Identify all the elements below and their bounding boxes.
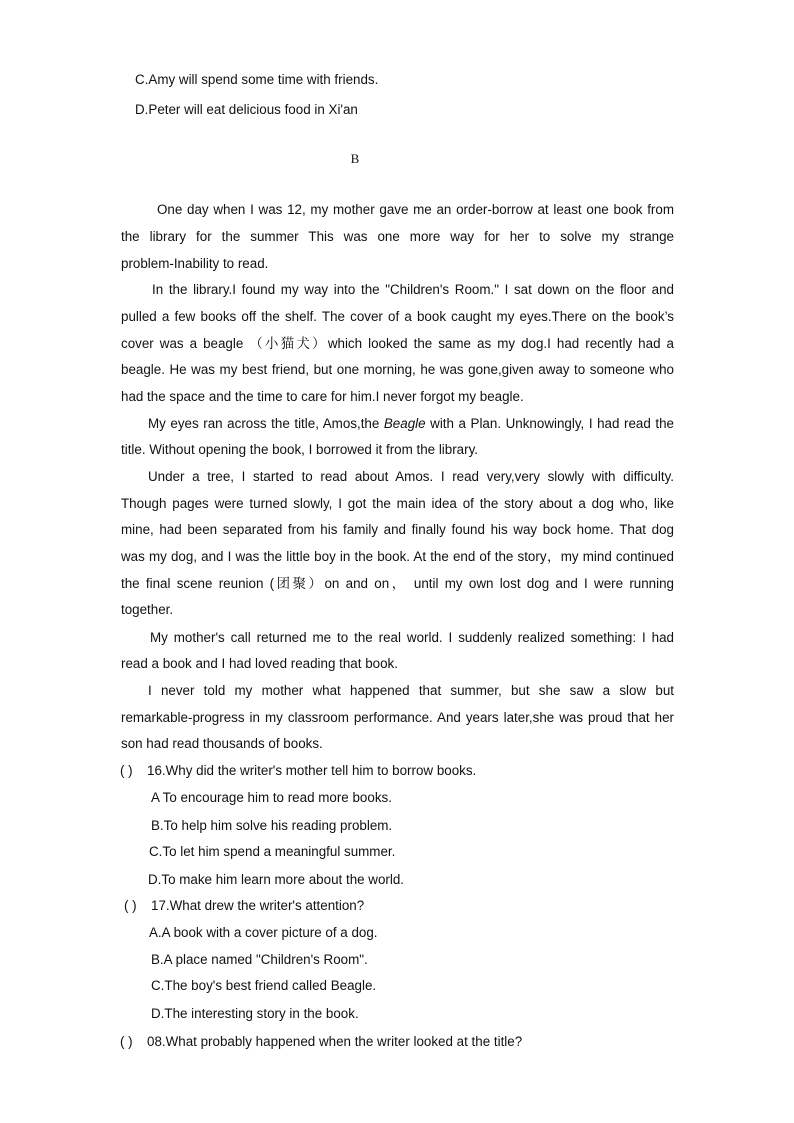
passage-line [148, 415, 674, 433]
passage-line: remarkable-progress in my classroom performance. And years later,she was proud that her [121, 710, 674, 725]
passage-line: title. Without opening the book, I borrowed it from the library. [121, 442, 479, 457]
passage-line: pulled a few books off the shelf. The cover of a book caught my eyes.There on the book’s [121, 309, 674, 324]
option-d: D.The interesting story in the book. [151, 1006, 359, 1021]
option-a: A To encourage him to read more books. [151, 790, 392, 805]
passage-line: My mother's call returned me to the real world. I suddenly realized something: I had [150, 630, 674, 645]
passage-line: read a book and I had loved reading that book. [121, 656, 398, 671]
passage-line: together. [121, 602, 174, 617]
passage-line: the final scene reunion (团聚）on and on， until my own lost dog and I were running [121, 576, 674, 591]
option-d-previous: D.Peter will eat delicious food in Xi'an [135, 102, 358, 117]
option-b: B.A place named "Children's Room". [151, 952, 368, 967]
passage-text: with a Plan. Unknowingly, I had read the [425, 416, 674, 431]
answer-blank[interactable]: ( ) [124, 898, 137, 913]
passage-line: the library for the summer This was one more way for her to solve my strange [121, 229, 674, 244]
option-c: C.To let him spend a meaningful summer. [149, 844, 396, 859]
passage-line: beagle. He was my best friend, but one morning, he was gone,given away to someone who [121, 362, 674, 377]
answer-blank[interactable]: ( ) [120, 763, 133, 778]
option-a: A.A book with a cover picture of a dog. [149, 925, 378, 940]
passage-line: cover was a beagle （小猫犬）which looked the same as my dog.I had recently had a [121, 336, 674, 351]
option-c-previous: C.Amy will spend some time with friends. [135, 72, 379, 87]
question-stem: 17.What drew the writer's attention? [151, 898, 365, 913]
passage-line: Under a tree, I started to read about Amos. I read very,very slowly with difficulty. [148, 469, 674, 484]
passage-line: problem-Inability to read. [121, 256, 269, 271]
answer-blank[interactable]: ( ) [120, 1034, 133, 1049]
question-stem: 08.What probably happened when the writer looked at the title? [147, 1034, 523, 1049]
passage-line: was my dog, and I was the little boy in the book. At the end of the story，my mind continued [121, 549, 674, 564]
passage-line: In the library.I found my way into the "Children's Room." I sat down on the floor and [152, 282, 674, 297]
passage-line: son had read thousands of books. [121, 736, 323, 751]
passage-line: mine, had been separated from his family and finally found his way bock home. That dog [121, 522, 674, 537]
passage-text: My eyes ran across the title, Amos,the [148, 416, 384, 431]
book-title-italic: Beagle [383, 416, 426, 431]
passage-line: One day when I was 12, my mother gave me an order-borrow at least one book from [157, 202, 674, 217]
passage-line: Though pages were turned slowly, I got the main idea of the story about a dog who, like [121, 496, 674, 511]
passage-line: had the space and the time to care for him.I never forgot my beagle. [121, 389, 524, 404]
option-b: B.To help him solve his reading problem. [151, 818, 393, 833]
option-c: C.The boy's best friend called Beagle. [151, 978, 377, 993]
option-d: D.To make him learn more about the world. [148, 872, 405, 887]
section-label: B [350, 151, 360, 166]
question-stem: 16.Why did the writer's mother tell him to borrow books. [147, 763, 477, 778]
passage-line: I never told my mother what happened that summer, but she saw a slow but [148, 683, 674, 698]
